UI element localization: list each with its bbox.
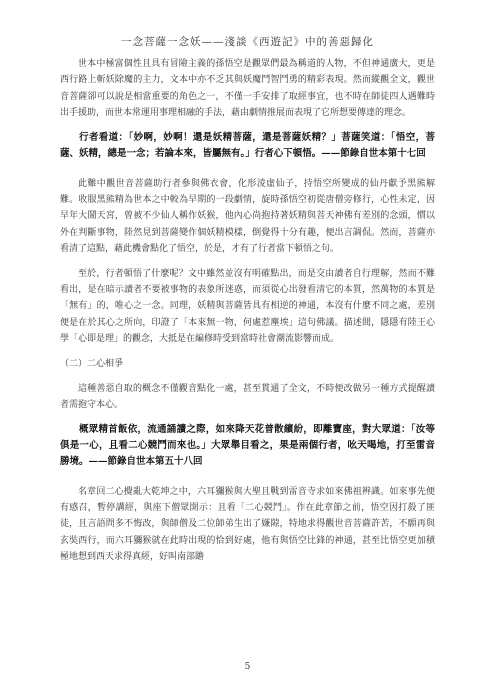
section-heading: （二）二心相爭 — [60, 358, 124, 369]
block-quote-1: 行者看道：「妙啊，妙啊！還是妖精菩薩，還是菩薩妖精？」菩薩笑道：「悟空，菩薩、妖精，總是一念；若論本來，皆屬無有。」行者心下頓悟。——節錄自世本第十七回 — [60, 131, 435, 159]
body-paragraph-3: 至於，行者頓悟了什麼呢？文中雖然並沒有明確點出，而是交由讀者自行理解，然而不難看出，是在暗示讀者不要被事物的表象所迷惑，而須從心出發看清它的本質，然萬物的本質是「無有」的，唯心之一念。同理，妖精與菩薩皆具有相逆的神通，本沒有什麼不同之處，差別便是在於其心之所向，印證了「本來無一物，何處惹塵埃」這句佛議。描述間，隱隱有陸王心學「心即是理」的觀念，大抵是在編修時受到當時社會潮流影響而成。 — [60, 268, 435, 345]
body-paragraph-1: 世本中極富個性且具有冒險主義的孫悟空是觀眾們最為稱道的人物，不但神通廣大，更是西行路上斬妖除魔的主力，文本中亦不乏其與妖魔鬥智鬥勇的精彩表現。然而縱觀全文，觀世音菩薩卻可以說是相當重要的角色之一，不僅一手安排了取經事宜，也不時在師徒四人遇難時出手援助，而世本常運用事理相融的手法，藉由劇情推展而表現了它所想要傳達的理念。 — [60, 59, 435, 119]
main-content — [60, 56, 435, 574]
body-paragraph-2: 此難中觀世音菩薩助行者參與佛衣會，化形淩虛仙子，持悟空所變成的仙丹獻予黑熊解難。收服黑熊精為世本之中較為早期的一段劇情，旋時孫悟空初從唐僧旁修行，心性未定，因早年大鬧天宮，曾被不少仙人稱作妖猴，他內心尚抱持著妖精與菩天神佛有差別的念頭，慣以外在判斷事物，陸然見到菩薩變作個妖精模樣，倒覺得十分有趣，便出言調侃。然而，菩薩亦看清了這點，藉此機會點化了悟空，於是，才有了行者當下頓悟之句。 — [60, 178, 435, 255]
page-number: 5 — [244, 662, 251, 672]
body-paragraph-5: 名章回二心攪亂大乾坤之中，六耳獼猴與大聖且戰到雷音寺求如來佛祖辨識。如來事先便有感召，暫停講經，與座下僧眾開示：且看「二心競鬥」。作在此章節之前，悟空因打殺了匪徒，且言語問多不悔改，與師僧及二位師弟生出了嫌隙，特地求得觀世音菩薩許苦，不願再與玄奘西行，而六耳獼猴就在此時出現的恰到好處，他有與悟空比鋒的神通，甚至比悟空更加積極地想到西天求得真經，好叫南部贍 — [60, 486, 435, 563]
running-header: 一念菩薩一念妖——淺談《西遊記》中的善惡歸化 — [121, 36, 374, 48]
block-quote-2: 概眾精首飯依，流通誦讀之際，如來降天花普散繽紛，即離寶座，對大眾道：「汝等俱是一心，且看二心競鬥而來也。」大眾舉目看之，果是兩個行者，吆天喝地，打至雷音勝境。——節錄自世本第五十八回 — [60, 423, 435, 467]
body-paragraph-4: 這種善惡自取的概念不僅觀音點化一處，甚至貫通了全文，不時便改做另一種方式提醒讀者需抱守本心。 — [60, 383, 435, 411]
